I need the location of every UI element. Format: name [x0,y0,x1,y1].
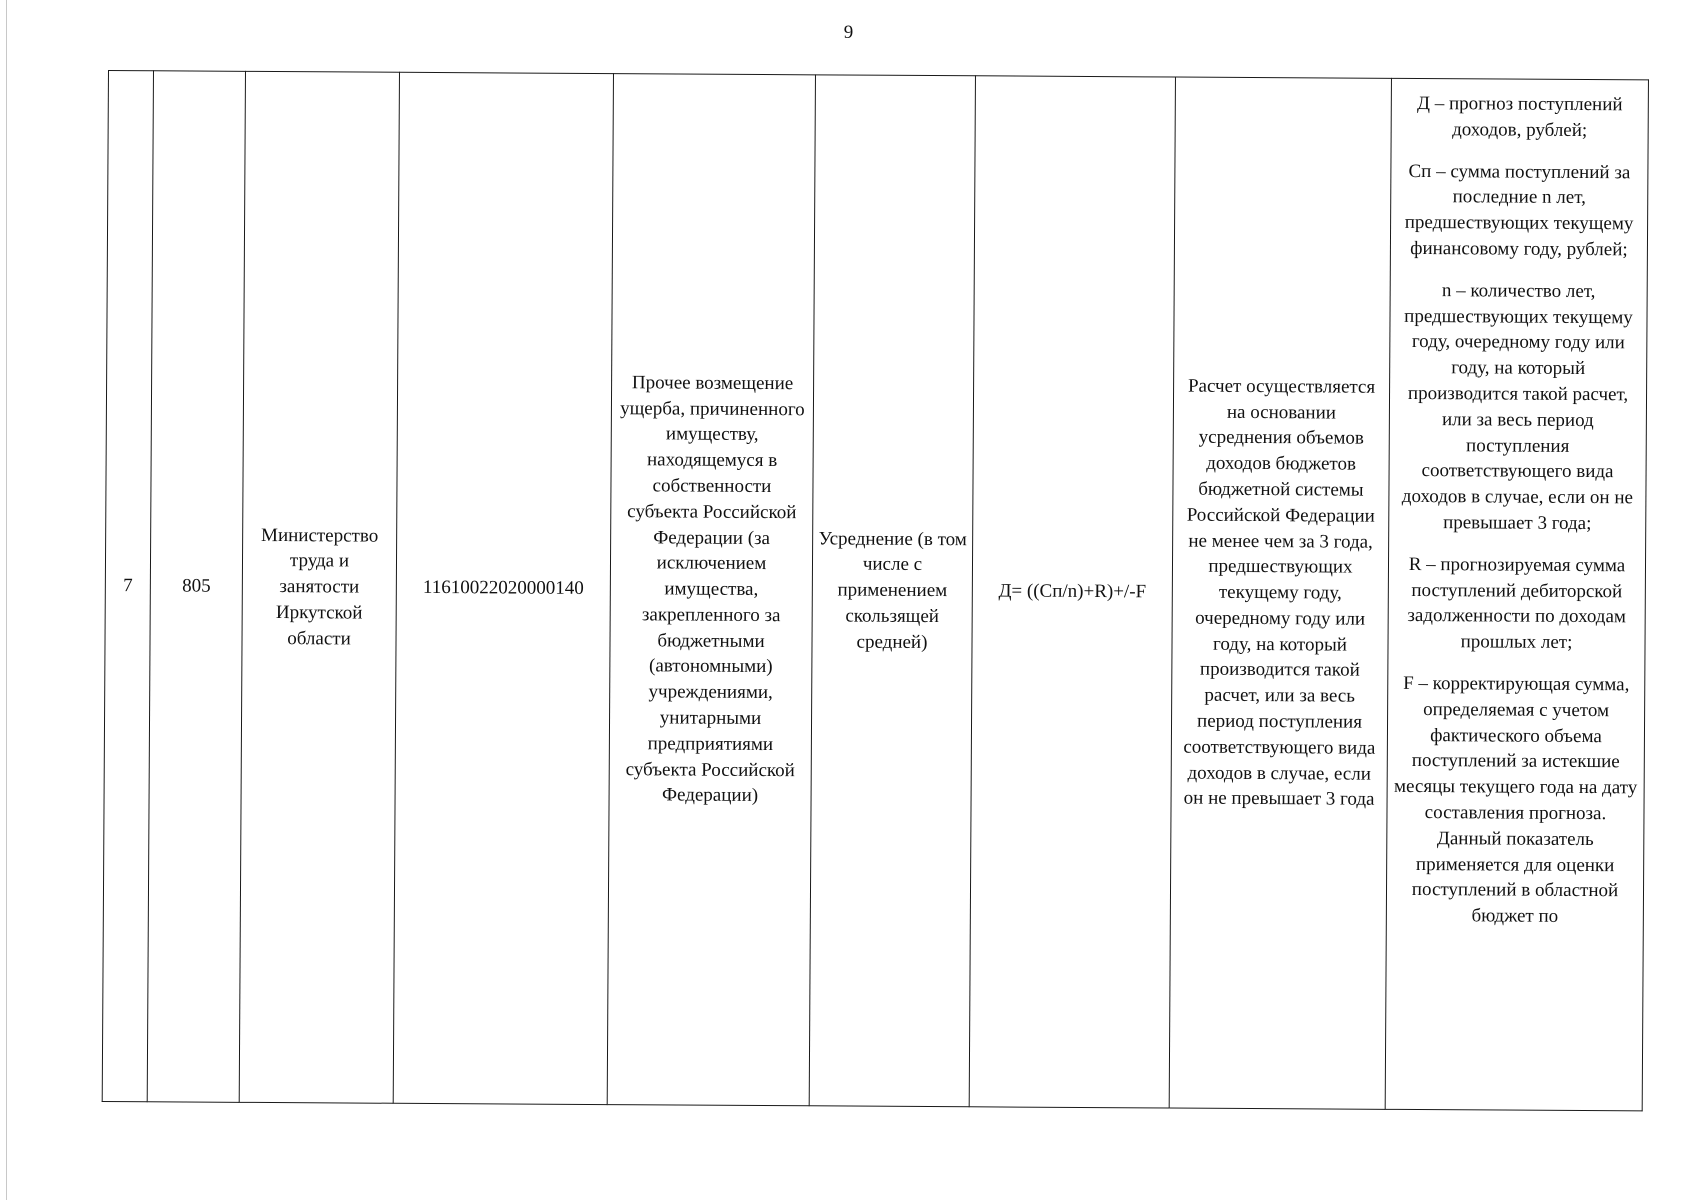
indicator-f: F – корректирующая сумма, определяемая с учетом фактического объема поступлений за истекшие месяцы текущего года на дату составления прогноза. Данный показатель применяется для оценки поступлений в областной бюджет по [1393,672,1638,927]
scan-edge-line [6,0,7,1200]
administrator-cell: Министерство труда и занятости Иркутской области [239,71,399,1103]
indicator-r: R – прогнозируемая сумма поступлений дебиторской задолженности по доходам прошлых лет; [1407,553,1627,654]
table-row [102,71,1648,1111]
formula-cell: Д= ((Сп/n)+R)+/-F [969,76,1175,1108]
page-number: 9 [843,22,854,43]
forecast-table [102,70,1649,1111]
indicator-n: n – количество лет, предшествующих текущему году, очередному году или году, на который производится такой расчет, или за весь период поступления соответствующего вида доходов в случае, если он не превышает 3 года; [1401,279,1634,535]
indicator-sp: Сп – сумма поступлений за последние n лет, предшествующих текущему финансовому году, рублей; [1404,160,1634,261]
indicators-cell [1385,78,1648,1111]
kbk-code-cell: 11610022020000140 [393,72,613,1104]
algorithm-cell: Расчет осуществляется на основании усреднения объемов доходов бюджетов бюджетной системы Российской Федерации не менее чем за 3 года, предшествующих текущему году, очередному году или году, на который производится такой расчет, или за весь период поступления соответствующего вида доходов в случае, если он не превышает 3 года [1169,77,1391,1109]
admin-code-cell: 805 [147,71,245,1103]
income-name-cell: Прочее возмещение ущерба, причиненного имуществу, находящемуся в собственности субъекта Российской Федерации (за исключением имущества, закрепленного за бюджетными (автономными) учреждениями, унитарными предприятиями субъекта Российской Федерации) [607,74,815,1106]
row-index-cell: 7 [102,71,153,1102]
method-cell: Усреднение (в том числе с применением скользящей средней) [809,75,975,1107]
indicator-d: Д – прогноз поступлений доходов, рублей; [1416,92,1623,141]
